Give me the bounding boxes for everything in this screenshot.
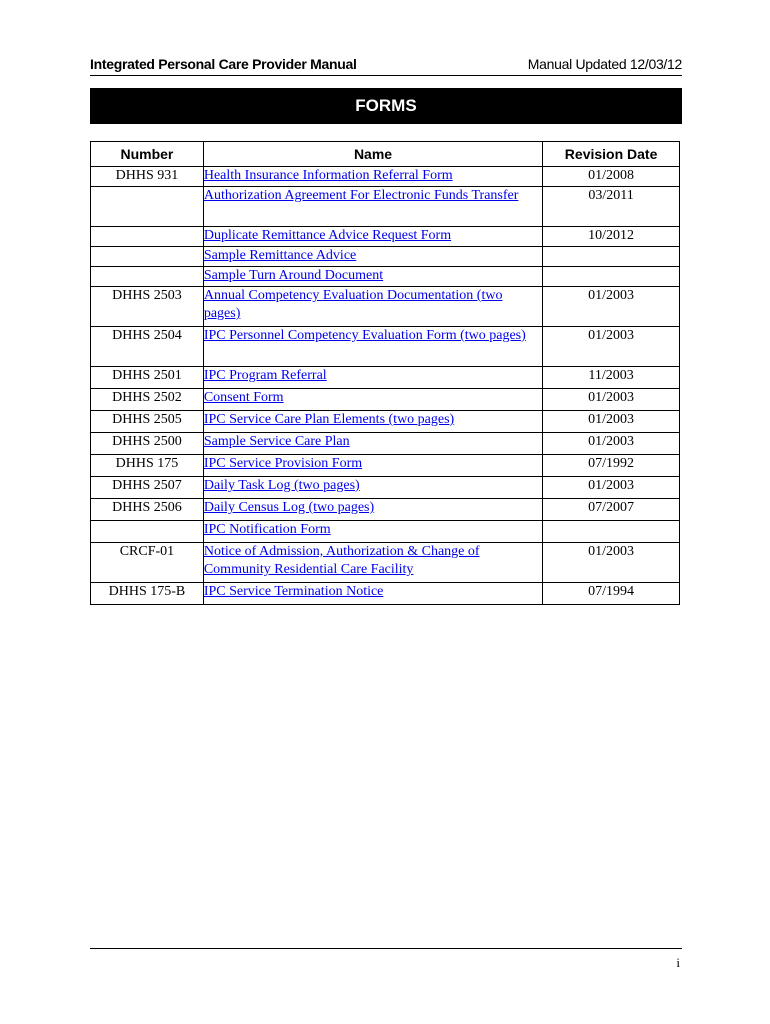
revision-date: 07/1992: [543, 455, 680, 477]
table-row: [91, 247, 680, 267]
form-number: [91, 227, 204, 247]
form-number: [91, 247, 204, 267]
form-link[interactable]: Sample Service Care Plan: [203, 434, 350, 449]
forms-table: [90, 141, 680, 605]
form-number: DHHS 2503: [91, 287, 204, 327]
form-link[interactable]: Sample Turn Around Document: [203, 268, 384, 283]
form-name-cell: [203, 167, 542, 187]
form-link[interactable]: Sample Remittance Advice: [203, 248, 357, 263]
page-number: i: [676, 955, 680, 970]
column-header-number: Number: [91, 142, 204, 167]
form-link[interactable]: Daily Census Log (two pages): [203, 500, 375, 515]
section-banner: [90, 88, 682, 124]
table-row: [91, 433, 680, 455]
header-divider: [90, 75, 682, 76]
form-number: [91, 187, 204, 227]
table-row: [91, 455, 680, 477]
form-link[interactable]: Annual Competency Evaluation Documentation (two pages): [203, 288, 503, 321]
form-number: DHHS 175: [91, 455, 204, 477]
form-name-cell: [203, 187, 542, 227]
form-name-cell: [203, 411, 542, 433]
form-number: DHHS 2501: [91, 367, 204, 389]
table-row: [91, 389, 680, 411]
form-name-cell: [203, 327, 542, 367]
revision-date: 01/2003: [543, 287, 680, 327]
form-link[interactable]: IPC Service Termination Notice: [203, 584, 384, 599]
form-name-cell: [203, 227, 542, 247]
revision-date: 07/1994: [543, 583, 680, 605]
revision-date: 01/2003: [543, 477, 680, 499]
table-header-row: [91, 142, 680, 167]
form-number: [91, 521, 204, 543]
revision-date: 01/2003: [543, 327, 680, 367]
revision-date: 10/2012: [543, 227, 680, 247]
form-name-cell: [203, 583, 542, 605]
form-name-cell: [203, 521, 542, 543]
table-row: [91, 521, 680, 543]
form-number: CRCF-01: [91, 543, 204, 583]
table-row: [91, 267, 680, 287]
form-name-cell: [203, 267, 542, 287]
form-number: DHHS 931: [91, 167, 204, 187]
form-link[interactable]: IPC Service Provision Form: [203, 456, 363, 471]
form-link[interactable]: Notice of Admission, Authorization & Change of Community Residential Care Facility: [203, 544, 480, 577]
form-name-cell: [203, 543, 542, 583]
table-row: [91, 477, 680, 499]
form-name-cell: [203, 367, 542, 389]
form-number: DHHS 2500: [91, 433, 204, 455]
manual-updated: Manual Updated 12/03/12: [527, 56, 682, 72]
form-number: DHHS 2504: [91, 327, 204, 367]
table-row: [91, 167, 680, 187]
revision-date: 07/2007: [543, 499, 680, 521]
form-link[interactable]: IPC Personnel Competency Evaluation Form (two pages): [203, 328, 526, 343]
form-link[interactable]: IPC Service Care Plan Elements (two pages): [203, 412, 455, 427]
form-link[interactable]: Daily Task Log (two pages): [203, 478, 360, 493]
revision-date: 11/2003: [543, 367, 680, 389]
revision-date: 01/2003: [543, 389, 680, 411]
table-row: [91, 187, 680, 227]
page-header: [90, 56, 682, 76]
form-name-cell: [203, 455, 542, 477]
form-name-cell: [203, 389, 542, 411]
form-number: DHHS 2502: [91, 389, 204, 411]
table-row: [91, 499, 680, 521]
form-link[interactable]: Health Insurance Information Referral Form: [203, 168, 453, 183]
form-number: DHHS 175-B: [91, 583, 204, 605]
table-row: [91, 227, 680, 247]
footer-divider: [90, 948, 682, 949]
table-row: [91, 327, 680, 367]
form-number: DHHS 2506: [91, 499, 204, 521]
form-name-cell: [203, 477, 542, 499]
revision-date: [543, 247, 680, 267]
form-name-cell: [203, 499, 542, 521]
table-row: [91, 411, 680, 433]
form-number: [91, 267, 204, 287]
revision-date: [543, 521, 680, 543]
form-number: DHHS 2507: [91, 477, 204, 499]
table-row: [91, 583, 680, 605]
form-number: DHHS 2505: [91, 411, 204, 433]
table-row: [91, 543, 680, 583]
revision-date: 03/2011: [543, 187, 680, 227]
revision-date: [543, 267, 680, 287]
revision-date: 01/2003: [543, 433, 680, 455]
manual-title: Integrated Personal Care Provider Manual: [90, 56, 357, 72]
form-link[interactable]: Authorization Agreement For Electronic Funds Transfer: [203, 188, 519, 203]
form-name-cell: [203, 433, 542, 455]
form-link[interactable]: Consent Form: [203, 390, 284, 405]
column-header-name: Name: [203, 142, 542, 167]
form-name-cell: [203, 247, 542, 267]
revision-date: 01/2003: [543, 543, 680, 583]
column-header-date: Revision Date: [543, 142, 680, 167]
form-name-cell: [203, 287, 542, 327]
revision-date: 01/2003: [543, 411, 680, 433]
section-title: FORMS: [355, 96, 417, 115]
form-link[interactable]: Duplicate Remittance Advice Request Form: [203, 228, 452, 243]
table-row: [91, 287, 680, 327]
table-row: [91, 367, 680, 389]
revision-date: 01/2008: [543, 167, 680, 187]
form-link[interactable]: IPC Notification Form: [203, 522, 331, 537]
form-link[interactable]: IPC Program Referral: [203, 368, 327, 383]
